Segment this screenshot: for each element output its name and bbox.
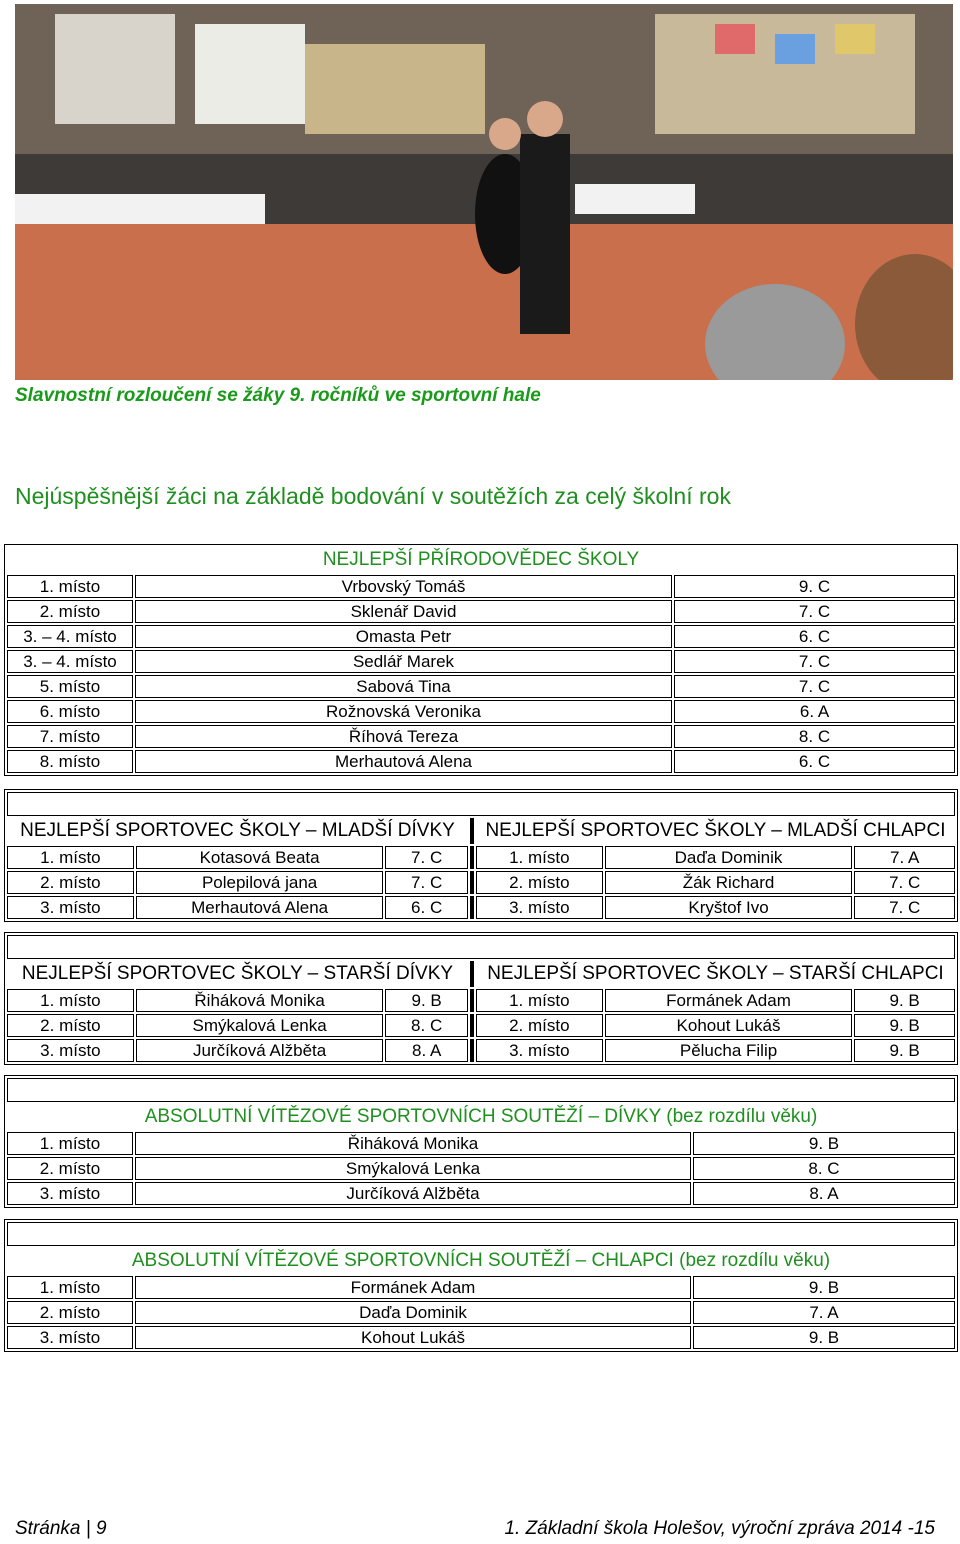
class-cell: 9. B xyxy=(693,1132,955,1155)
boys-class-cell: 9. B xyxy=(854,1014,955,1037)
class-cell: 6. A xyxy=(674,700,955,723)
table-row xyxy=(7,750,955,773)
girls-place-cell: 2. místo xyxy=(7,871,134,894)
class-cell: 6. C xyxy=(674,625,955,648)
young-athletes-table xyxy=(4,789,958,922)
boys-place-cell: 2. místo xyxy=(476,1014,603,1037)
table-row xyxy=(7,1182,955,1205)
table-row xyxy=(7,1014,955,1037)
class-cell: 8. A xyxy=(693,1182,955,1205)
name-cell: Jurčíková Alžběta xyxy=(135,1182,691,1205)
table-row xyxy=(7,989,955,1012)
name-cell: Říhová Tereza xyxy=(135,725,672,748)
name-cell: Sklenář David xyxy=(135,600,672,623)
absolute-boys-section xyxy=(4,1219,958,1352)
boys-class-cell: 7. A xyxy=(854,846,955,869)
name-cell: Sabová Tina xyxy=(135,675,672,698)
girls-name-cell: Jurčíková Alžběta xyxy=(136,1039,384,1062)
boys-name-cell: Žák Richard xyxy=(605,871,853,894)
class-cell: 8. C xyxy=(693,1157,955,1180)
column-divider xyxy=(470,896,474,919)
absolute-girls-table xyxy=(4,1075,958,1208)
place-cell: 1. místo xyxy=(7,575,133,598)
name-cell: Kohout Lukáš xyxy=(135,1326,691,1349)
absolute-girls-title: ABSOLUTNÍ VÍTĚZOVÉ SPORTOVNÍCH SOUTĚŽÍ – DÍVKY (bez rozdílu věku) xyxy=(144,1106,818,1127)
boys-name-cell: Kohout Lukáš xyxy=(605,1014,853,1037)
table-row xyxy=(7,575,955,598)
place-cell: 5. místo xyxy=(7,675,133,698)
table-row xyxy=(7,725,955,748)
girls-name-cell: Polepilová jana xyxy=(136,871,384,894)
photo-caption: Slavnostní rozloučení se žáky 9. ročníků ve sportovní hale xyxy=(15,385,541,406)
table-row xyxy=(7,871,955,894)
spacer-row xyxy=(7,935,955,959)
science-table xyxy=(4,544,958,776)
young-boys-title: NEJLEPŠÍ SPORTOVEC ŠKOLY – MLADŠÍ CHLAPCI xyxy=(485,820,946,841)
older-girls-title: NEJLEPŠÍ SPORTOVEC ŠKOLY – STARŠÍ DÍVKY xyxy=(21,963,454,984)
boys-name-cell: Formánek Adam xyxy=(605,989,853,1012)
older-athletes-section xyxy=(4,932,958,1065)
class-cell: 6. C xyxy=(674,750,955,773)
column-divider xyxy=(470,961,474,987)
girls-place-cell: 1. místo xyxy=(7,846,134,869)
table-row xyxy=(7,1157,955,1180)
footer-page-number: Stránka | 9 xyxy=(15,1518,107,1539)
class-cell: 7. A xyxy=(693,1301,955,1324)
absolute-boys-title: ABSOLUTNÍ VÍTĚZOVÉ SPORTOVNÍCH SOUTĚŽÍ – CHLAPCI (bez rozdílu věku) xyxy=(131,1250,831,1271)
table-row xyxy=(7,896,955,919)
girls-class-cell: 8. A xyxy=(385,1039,468,1062)
girls-class-cell: 7. C xyxy=(385,871,468,894)
spacer-row xyxy=(7,1222,955,1246)
older-athletes-table xyxy=(4,932,958,1065)
name-cell: Rožnovská Veronika xyxy=(135,700,672,723)
name-cell: Omasta Petr xyxy=(135,625,672,648)
class-cell: 7. C xyxy=(674,675,955,698)
ceremony-photo xyxy=(15,4,953,380)
boys-name-cell: Daďa Dominik xyxy=(605,846,853,869)
class-cell: 9. C xyxy=(674,575,955,598)
column-divider xyxy=(470,989,474,1012)
older-boys-title: NEJLEPŠÍ SPORTOVEC ŠKOLY – STARŠÍ CHLAPCI xyxy=(487,963,944,984)
boys-class-cell: 9. B xyxy=(854,989,955,1012)
girls-place-cell: 3. místo xyxy=(7,1039,134,1062)
place-cell: 3. místo xyxy=(7,1182,133,1205)
girls-class-cell: 6. C xyxy=(385,896,468,919)
table-row xyxy=(7,1326,955,1349)
girls-class-cell: 8. C xyxy=(385,1014,468,1037)
column-divider xyxy=(470,1039,474,1062)
place-cell: 2. místo xyxy=(7,1301,133,1324)
spacer-row xyxy=(7,1078,955,1102)
table-row xyxy=(7,1039,955,1062)
boys-place-cell: 3. místo xyxy=(476,896,603,919)
table-row xyxy=(7,1132,955,1155)
class-cell: 7. C xyxy=(674,600,955,623)
girls-name-cell: Smýkalová Lenka xyxy=(136,1014,384,1037)
young-athletes-section xyxy=(4,789,958,922)
name-cell: Vrbovský Tomáš xyxy=(135,575,672,598)
class-cell: 7. C xyxy=(674,650,955,673)
class-cell: 9. B xyxy=(693,1276,955,1299)
column-divider xyxy=(470,818,474,844)
place-cell: 8. místo xyxy=(7,750,133,773)
name-cell: Formánek Adam xyxy=(135,1276,691,1299)
boys-place-cell: 1. místo xyxy=(476,989,603,1012)
boys-class-cell: 9. B xyxy=(854,1039,955,1062)
name-cell: Smýkalová Lenka xyxy=(135,1157,691,1180)
name-cell: Merhautová Alena xyxy=(135,750,672,773)
footer-school-report: 1. Základní škola Holešov, výroční zpráva 2014 -15 xyxy=(504,1518,935,1539)
place-cell: 2. místo xyxy=(7,1157,133,1180)
name-cell: Řiháková Monika xyxy=(135,1132,691,1155)
absolute-girls-section xyxy=(4,1075,958,1208)
place-cell: 2. místo xyxy=(7,600,133,623)
young-girls-title: NEJLEPŠÍ SPORTOVEC ŠKOLY – MLADŠÍ DÍVKY xyxy=(20,820,455,841)
boys-place-cell: 2. místo xyxy=(476,871,603,894)
column-divider xyxy=(470,846,474,869)
table-row xyxy=(7,625,955,648)
boys-class-cell: 7. C xyxy=(854,871,955,894)
table-row xyxy=(7,650,955,673)
place-cell: 1. místo xyxy=(7,1276,133,1299)
table-row xyxy=(7,1301,955,1324)
boys-place-cell: 3. místo xyxy=(476,1039,603,1062)
girls-name-cell: Kotasová Beata xyxy=(136,846,384,869)
girls-place-cell: 3. místo xyxy=(7,896,134,919)
column-divider xyxy=(470,1014,474,1037)
table-row xyxy=(7,1276,955,1299)
boys-name-cell: Kryštof Ivo xyxy=(605,896,853,919)
name-cell: Sedlář Marek xyxy=(135,650,672,673)
page-heading: Nejúspěšnější žáci na základě bodování v soutěžích za celý školní rok xyxy=(15,483,731,509)
place-cell: 7. místo xyxy=(7,725,133,748)
spacer-row xyxy=(7,792,955,816)
class-cell: 8. C xyxy=(674,725,955,748)
table-row xyxy=(7,700,955,723)
table-row xyxy=(7,846,955,869)
class-cell: 9. B xyxy=(693,1326,955,1349)
place-cell: 3. – 4. místo xyxy=(7,625,133,648)
science-section xyxy=(4,544,958,776)
table-row xyxy=(7,675,955,698)
place-cell: 1. místo xyxy=(7,1132,133,1155)
girls-place-cell: 1. místo xyxy=(7,989,134,1012)
girls-class-cell: 7. C xyxy=(385,846,468,869)
girls-class-cell: 9. B xyxy=(385,989,468,1012)
place-cell: 6. místo xyxy=(7,700,133,723)
boys-name-cell: Pělucha Filip xyxy=(605,1039,853,1062)
table-row xyxy=(7,600,955,623)
girls-name-cell: Merhautová Alena xyxy=(136,896,384,919)
place-cell: 3. místo xyxy=(7,1326,133,1349)
science-title: NEJLEPŠÍ PŘÍRODOVĚDEC ŠKOLY xyxy=(322,549,640,570)
absolute-boys-table xyxy=(4,1219,958,1352)
name-cell: Daďa Dominik xyxy=(135,1301,691,1324)
boys-place-cell: 1. místo xyxy=(476,846,603,869)
place-cell: 3. – 4. místo xyxy=(7,650,133,673)
girls-place-cell: 2. místo xyxy=(7,1014,134,1037)
boys-class-cell: 7. C xyxy=(854,896,955,919)
column-divider xyxy=(470,871,474,894)
girls-name-cell: Řiháková Monika xyxy=(136,989,384,1012)
